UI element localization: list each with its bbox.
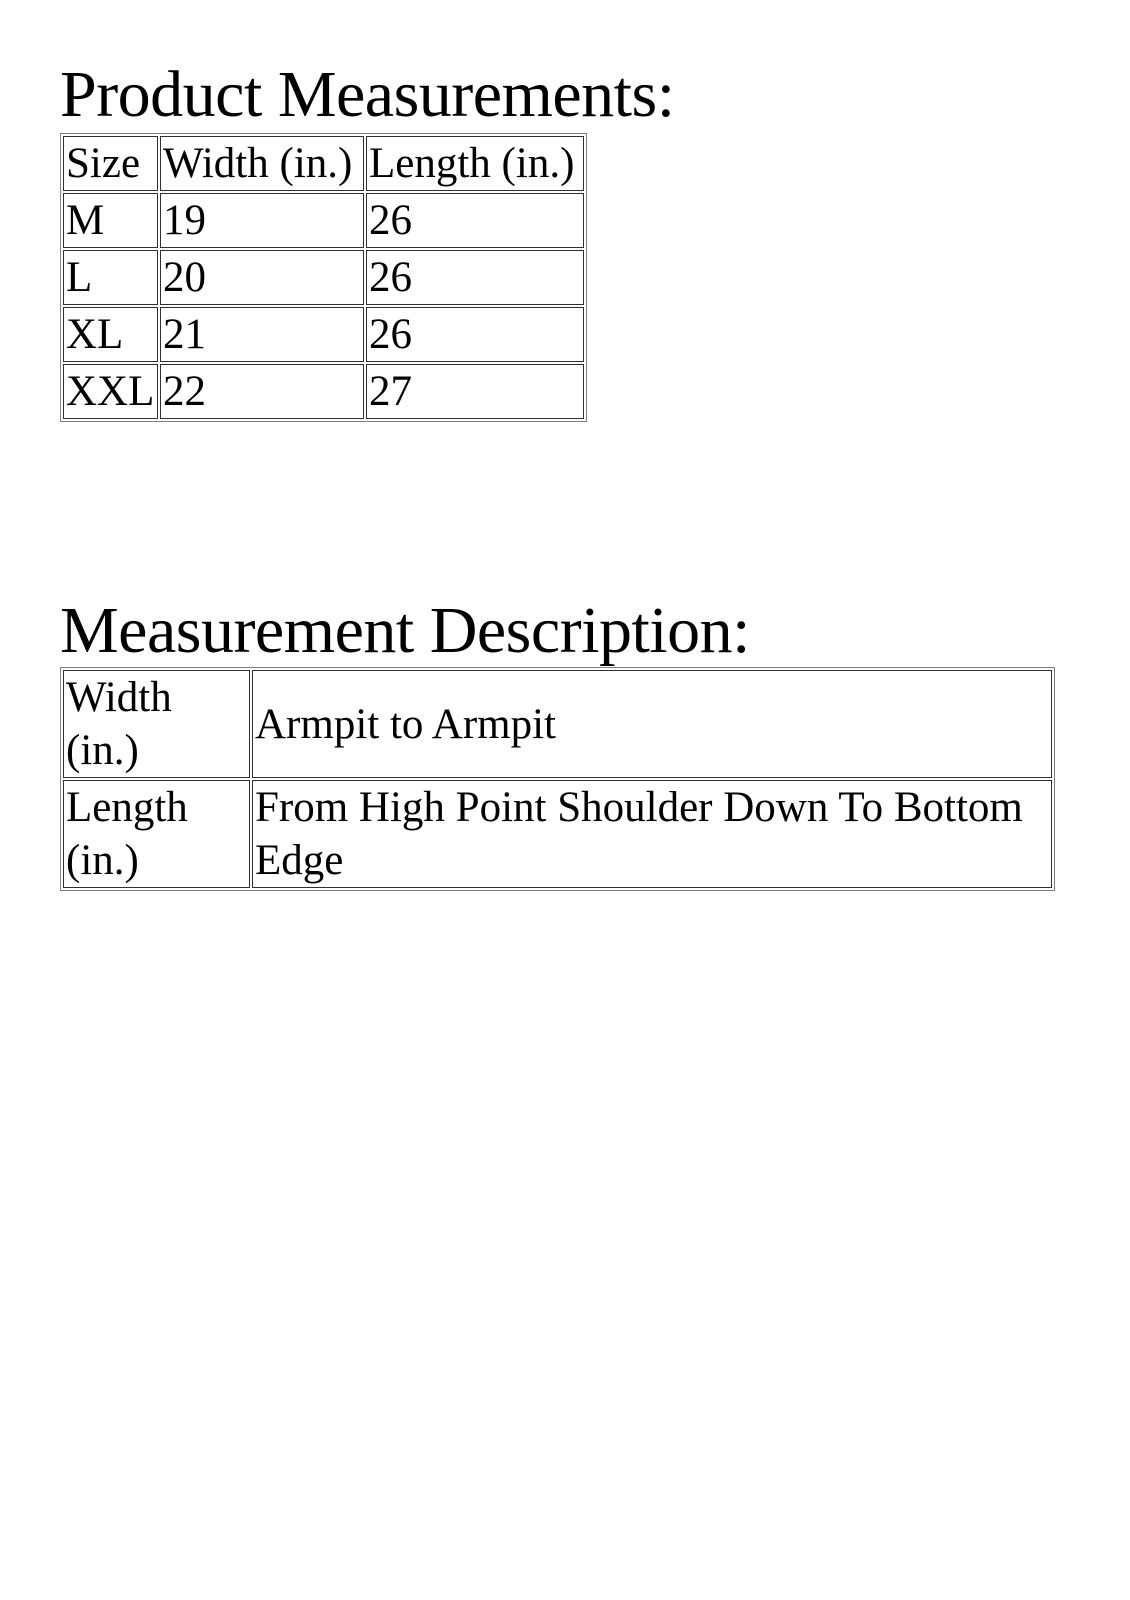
cell-width: 19 — [160, 193, 364, 248]
size-chart-table — [60, 133, 587, 422]
cell-length: 26 — [366, 307, 584, 362]
description-term: Width (in.) — [63, 670, 250, 778]
table-row — [63, 364, 584, 419]
table-row — [63, 193, 584, 248]
cell-length: 27 — [366, 364, 584, 419]
cell-size: XXL — [63, 364, 158, 419]
product-measurements-title: Product Measurements: — [60, 58, 675, 131]
table-row — [63, 670, 1052, 778]
table-row — [63, 250, 584, 305]
measurement-description-title: Measurement Description: — [60, 594, 750, 667]
cell-size: XL — [63, 307, 158, 362]
table-row — [63, 780, 1052, 888]
measurement-description-table — [60, 667, 1055, 891]
cell-width: 22 — [160, 364, 364, 419]
description-text: From High Point Shoulder Down To Bottom Edge — [252, 780, 1052, 888]
description-text: Armpit to Armpit — [252, 670, 1052, 778]
cell-size: M — [63, 193, 158, 248]
table-row — [63, 307, 584, 362]
description-term: Length (in.) — [63, 780, 250, 888]
cell-length: 26 — [366, 250, 584, 305]
cell-width: 21 — [160, 307, 364, 362]
header-length: Length (in.) — [366, 136, 584, 191]
cell-size: L — [63, 250, 158, 305]
header-size: Size — [63, 136, 158, 191]
cell-width: 20 — [160, 250, 364, 305]
table-header-row — [63, 136, 584, 191]
cell-length: 26 — [366, 193, 584, 248]
header-width: Width (in.) — [160, 136, 364, 191]
